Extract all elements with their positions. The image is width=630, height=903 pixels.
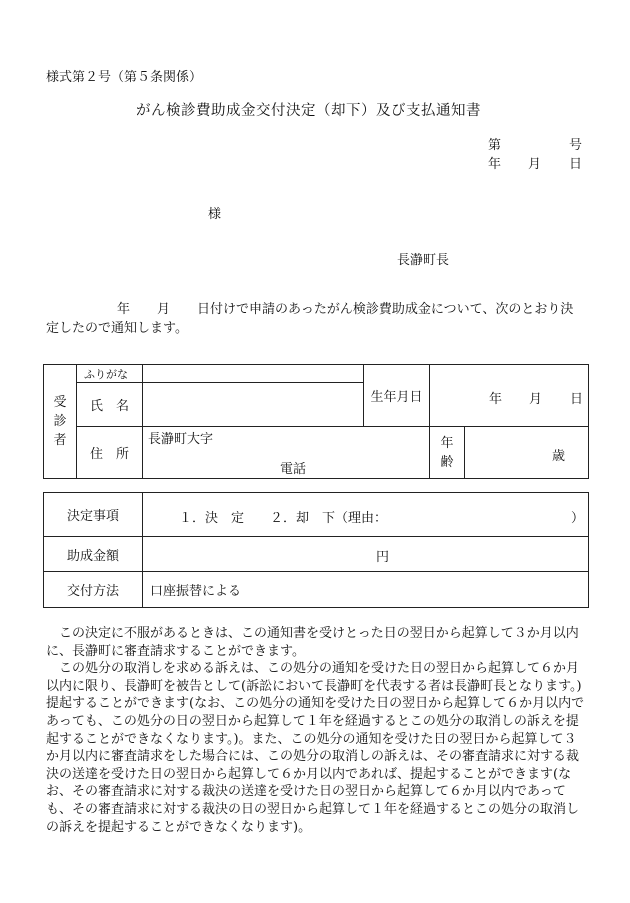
birthdate-month: 月: [529, 391, 543, 407]
age-unit: 歳: [552, 448, 566, 464]
decision-options: １．決 定 ２．却 下（理由：: [179, 510, 388, 526]
doc-number-prefix: 第: [488, 138, 502, 153]
address-field[interactable]: [143, 427, 430, 479]
method-label: 交付方法: [44, 572, 143, 608]
patient-group-label-1: 受: [53, 395, 67, 410]
decision-table: [43, 492, 589, 608]
appeal-notice: [46, 625, 587, 836]
age-label-2: 齢: [440, 454, 454, 470]
age-label-cell: [430, 427, 465, 479]
birthdate-field[interactable]: [430, 365, 589, 427]
issue-date-year: 年: [488, 157, 502, 172]
doc-number-suffix: 号: [569, 138, 583, 153]
notice-paragraph-1: この決定に不服があるときは、この通知書を受けとった日の翌日から起算して３か月以内に、長瀞町に審査請求することができます。: [46, 626, 579, 659]
age-field[interactable]: [465, 427, 589, 479]
age-label-1: 年: [440, 435, 454, 451]
amount-field[interactable]: [143, 537, 589, 572]
issue-date-day: 日: [569, 157, 583, 172]
decision-field[interactable]: [143, 493, 589, 537]
phone-label: 電話: [280, 462, 307, 477]
recipient-honorific: 様: [208, 207, 222, 222]
furigana-field[interactable]: [143, 365, 364, 383]
patient-table: [43, 364, 589, 479]
birthdate-label: 生年月日: [364, 365, 430, 427]
address-label: 住 所: [77, 427, 143, 479]
patient-group-label-2: 診: [53, 414, 67, 429]
name-field[interactable]: [143, 383, 364, 427]
decision-reason-close: ）: [571, 510, 585, 526]
amount-unit: 円: [376, 550, 390, 565]
intro-text-line2: 定したので通知します。: [46, 321, 188, 336]
decision-label: 決定事項: [44, 493, 143, 537]
issuer-name: 長瀞町長: [397, 253, 450, 268]
furigana-label: ふりがな: [77, 365, 143, 383]
intro-text-line1: 日付けで申請のあったがん検診費助成金について、次のとおり決: [197, 302, 574, 317]
patient-group-label-3: 者: [53, 433, 67, 448]
amount-label: 助成金額: [44, 537, 143, 572]
birthdate-day: 日: [570, 391, 584, 407]
issue-date-month: 月: [528, 157, 542, 172]
notice-paragraph-2: この処分の取消しを求める訴えは、この処分の通知を受けた日の翌日から起算して６か月以内に限り、長瀞町を被告として(訴訟において長瀞町を代表する者は長瀞町長となります。)提起することができます(なお、この処分の通知を受けた日の翌日から起算して６か月以内であっても、この処分の日の翌日から起算して１年を経過するとこの処分の取消しの訴えを提起することができなくなります。)。また、この処分の通知を受けた日の翌日から起算して３か月以内に審査請求をした場合には、この処分の取消しの訴えは、その審査請求に対する裁決の送達を受けた日の翌日から起算して６か月以内であれば、提起することができます(なお、その審査請求に対する裁決の送達を受けた日の翌日から起算して６か月以内であっても、その審査請求に対する裁決の日の翌日から起算して１年を経過するとこの処分の取消しの訴えを提起することができなくなります)。: [46, 661, 585, 835]
birthdate-year: 年: [489, 391, 503, 407]
address-value: 長瀞町大字: [148, 432, 214, 447]
document-title: がん検診費助成金交付決定（却下）及び支払通知書: [136, 103, 481, 119]
intro-month: 月: [157, 302, 171, 317]
method-value: 口座振替による: [143, 572, 589, 608]
patient-group-cell: [44, 365, 77, 479]
intro-year: 年: [117, 302, 131, 317]
form-number: 様式第２号（第５条関係）: [46, 70, 203, 85]
name-label: 氏 名: [77, 383, 143, 427]
